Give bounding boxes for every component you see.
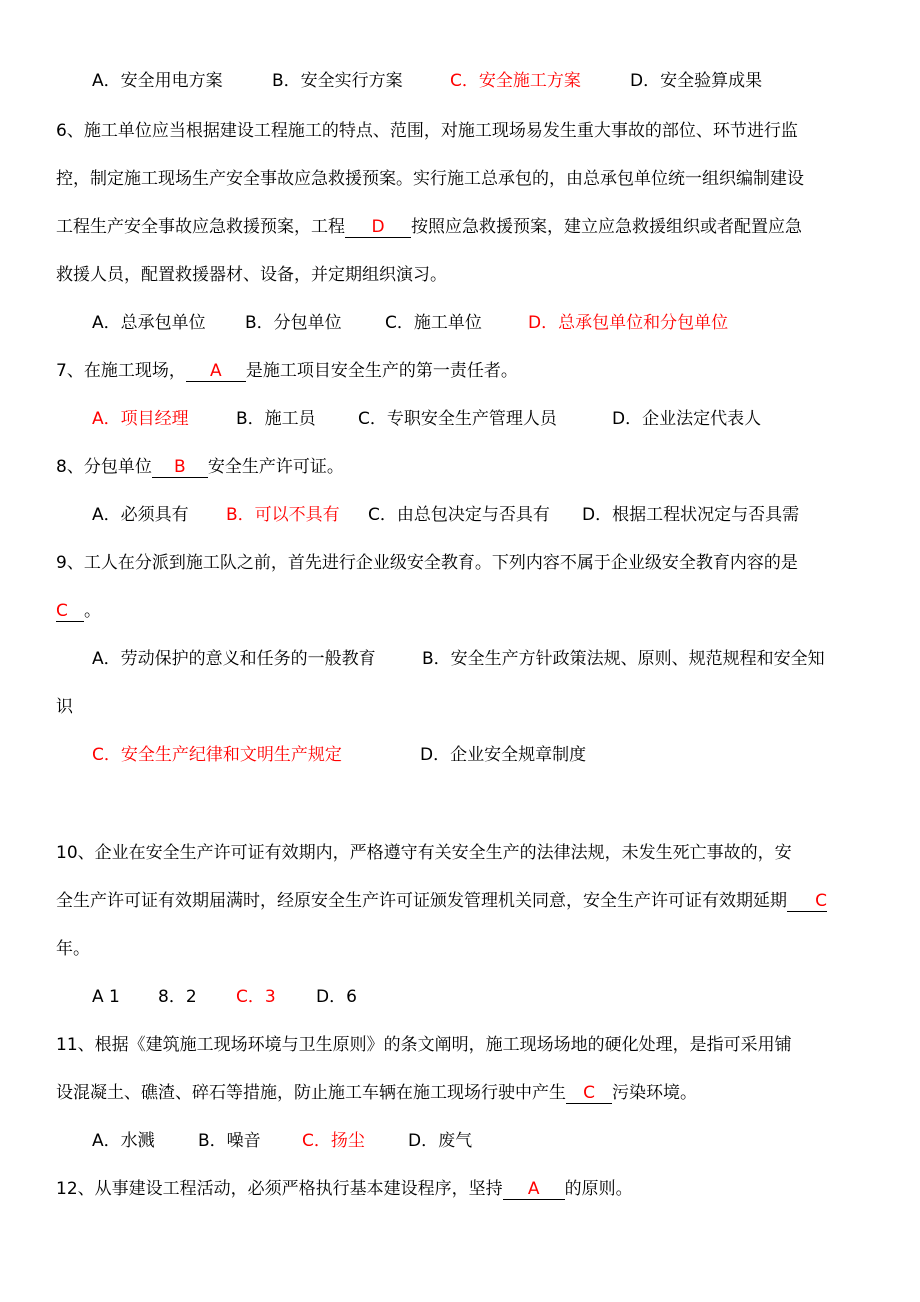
q7-option-d: D．企业法定代表人 [612, 409, 762, 429]
q6-stem-line-3 [56, 214, 802, 240]
q10-stem-line-2 [56, 888, 827, 914]
q8-text-before: 8、分包单位 [56, 457, 152, 477]
q9-options-row-2 [92, 742, 586, 768]
q7-text-after: 是施工项目安全生产的第一责任者。 [245, 361, 518, 381]
q11-option-d: D．废气 [408, 1131, 473, 1151]
q9-option-b: B．安全生产方针政策法规、原则、规范规程和安全知 [422, 649, 825, 669]
q7-stem [56, 358, 518, 384]
q12-stem [56, 1176, 633, 1202]
q12-answer-blank [503, 1179, 565, 1200]
q8-answer: B [173, 457, 186, 477]
q11-answer: C [583, 1083, 595, 1103]
q10-stem-line-1: 10、企业在安全生产许可证有效期内，严格遵守有关安全生产的法律法规，未发生死亡事故的，安 [56, 843, 792, 863]
q12-answer: A [527, 1179, 540, 1199]
q6-options [92, 310, 728, 336]
q6-stem-line-4: 救援人员，配置救援器材、设备，并定期组织演习。 [56, 265, 447, 285]
q6-text-after: 按照应急救援预案，建立应急救援组织或者配置应急 [411, 217, 802, 237]
q12-text-before: 12、从事建设工程活动，必须严格执行基本建设程序，坚持 [56, 1179, 503, 1199]
q9-stem-line-2 [56, 598, 101, 624]
q8-options [92, 502, 799, 528]
q9-answer: C [56, 601, 68, 621]
q6-stem-line-1: 6、施工单位应当根据建设工程施工的特点、范围，对施工现场易发生重大事故的部位、环节进行监 [56, 121, 798, 141]
q6-answer: D [371, 217, 385, 237]
q7-answer-blank [186, 361, 246, 382]
q9-option-b-continued: 识 [56, 697, 73, 717]
q10-answer: C [815, 891, 827, 911]
q9-stem-line-1: 9、工人在分派到施工队之前，首先进行企业级安全教育。下列内容不属于企业级安全教育内容的是 [56, 553, 798, 573]
q11-option-a: A．水溅 [92, 1131, 155, 1151]
q11-text-before: 设混凝土、礁渣、碎石等措施，防止施工车辆在施工现场行驶中产生 [56, 1083, 566, 1103]
q10-options [92, 984, 357, 1010]
q10-answer-blank [787, 891, 827, 912]
q10-option-a: A 1 [92, 987, 120, 1007]
q6-option-a: A．总承包单位 [92, 313, 206, 333]
q11-stem-line-2 [56, 1080, 697, 1106]
q6-option-b: B．分包单位 [245, 313, 342, 333]
q8-stem [56, 454, 344, 480]
q11-stem-line-1: 11、根据《建筑施工现场环境与卫生原则》的条文阐明，施工现场场地的硬化处理，是指可采用铺 [56, 1035, 792, 1055]
q6-stem-line-2: 控，制定施工现场生产安全事故应急救援预案。实行施工总承包的，由总承包单位统一组织编制建设 [56, 169, 804, 189]
q6-answer-blank [345, 217, 411, 238]
q10-stem-line-3: 年。 [56, 939, 90, 959]
q5-option-b: B．安全实行方案 [272, 71, 403, 91]
q7-option-a-answer: A．项目经理 [92, 409, 189, 429]
q7-answer: A [210, 361, 222, 381]
q9-text-after: 。 [84, 601, 101, 621]
q11-option-b: B．噪音 [198, 1131, 261, 1151]
q11-text-after: 污染环境。 [612, 1083, 697, 1103]
q9-option-a: A．劳动保护的意义和任务的一般教育 [92, 649, 376, 669]
q5-options [92, 68, 762, 94]
q9-option-d: D．企业安全规章制度 [420, 745, 587, 765]
q6-option-d-answer: D．总承包单位和分包单位 [528, 313, 729, 333]
q11-option-c-answer: C．扬尘 [302, 1131, 365, 1151]
q7-option-b: B．施工员 [236, 409, 316, 429]
q11-options [92, 1128, 472, 1154]
q8-option-d: D．根据工程状况定与否具需 [582, 505, 800, 525]
q12-text-after: 的原则。 [564, 1179, 633, 1199]
q9-options-row-1 [92, 646, 825, 672]
q8-text-after: 安全生产许可证。 [207, 457, 344, 477]
q8-option-c: C．由总包决定与否具有 [368, 505, 550, 525]
q9-option-c-answer: C．安全生产纪律和文明生产规定 [92, 745, 342, 765]
q11-answer-blank [566, 1083, 612, 1104]
q8-option-b-answer: B．可以不具有 [226, 505, 340, 525]
q6-option-c: C．施工单位 [385, 313, 482, 333]
q6-text-before: 工程生产安全事故应急救援预案，工程 [56, 217, 345, 237]
q8-answer-blank [152, 457, 208, 478]
q10-text-before: 全生产许可证有效期届满时，经原安全生产许可证颁发管理机关同意，安全生产许可证有效期延期 [56, 891, 787, 911]
q7-option-c: C．专职安全生产管理人员 [358, 409, 557, 429]
q7-text-before: 7、在施工现场， [56, 361, 186, 381]
q7-options [92, 406, 761, 432]
q5-option-c-answer: C．安全施工方案 [450, 71, 581, 91]
q5-option-a: A．安全用电方案 [92, 71, 223, 91]
q10-option-c-answer: C．3 [236, 987, 276, 1007]
q10-option-d: D．6 [316, 987, 357, 1007]
q8-option-a: A．必须具有 [92, 505, 189, 525]
q10-option-b: 8．2 [158, 987, 197, 1007]
q9-answer-blank [56, 601, 84, 622]
q5-option-d: D．安全验算成果 [630, 71, 763, 91]
